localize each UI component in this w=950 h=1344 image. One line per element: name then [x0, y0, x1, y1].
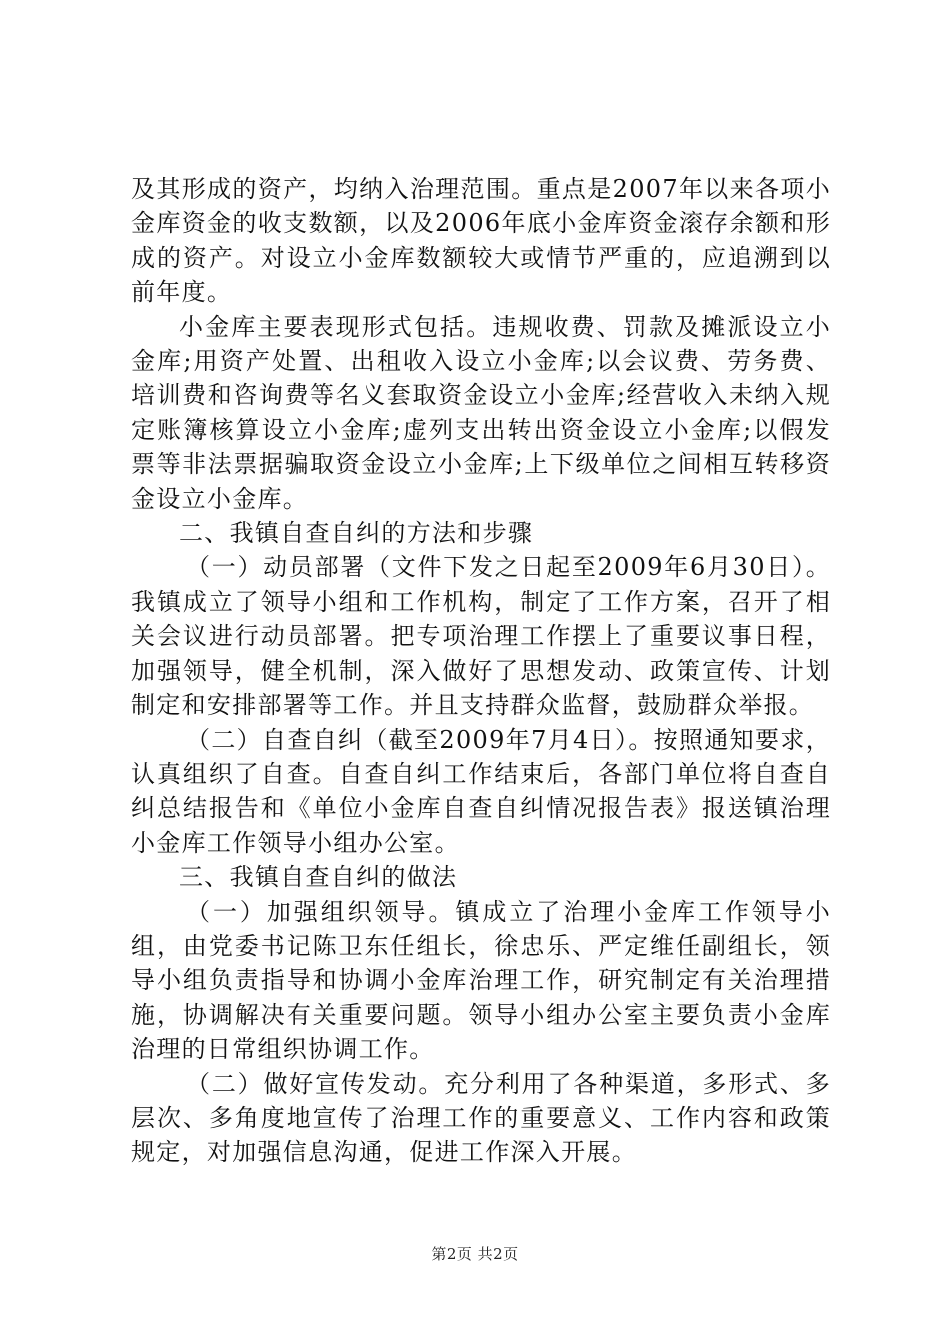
- paragraph-scope-continuation: 及其形成的资产，均纳入治理范围。重点是2007年以来各项小金库资金的收支数额，以及2006年底小金库资金滚存余额和形成的资产。对设立小金库数额较大或情节严重的，应追溯到以前年度。: [131, 175, 831, 307]
- section-heading-methods: 二、我镇自查自纠的方法和步骤: [179, 519, 534, 548]
- paragraph-publicity: （二）做好宣传发动。充分利用了各种渠道，多形式、多层次、多角度地宣传了治理工作的重要意义、工作内容和政策规定，对加强信息沟通，促进工作深入开展。: [131, 1069, 831, 1167]
- page-number-label: 第2页 共2页: [431, 1245, 519, 1263]
- paragraph-self-inspection: （二）自查自纠（截至2009年7月4日）。按照通知要求，认真组织了自查。自查自纠工作结束后，各部门单位将自查自纠总结报告和《单位小金库自查自纠情况报告表》报送镇治理小金库工作领导小组办公室。: [131, 725, 831, 857]
- paragraph-forms: 小金库主要表现形式包括。违规收费、罚款及摊派设立小金库;用资产处置、出租收入设立小金库;以会议费、劳务费、培训费和咨询费等名义套取资金设立小金库;经营收入未纳入规定账簿核算设立小金库;虚列支出转出资金设立小金库;以假发票等非法票据骗取资金设立小金库;上下级单位之间相互转移资金设立小金库。: [131, 312, 831, 513]
- paragraph-leadership: （一）加强组织领导。镇成立了治理小金库工作领导小组，由党委书记陈卫东任组长，徐忠乐、严定维任副组长，领导小组负责指导和协调小金库治理工作，研究制定有关治理措施，协调解决有关重要问题。领导小组办公室主要负责小金库治理的日常组织协调工作。: [131, 897, 831, 1064]
- page-footer: [0, 1243, 950, 1264]
- paragraph-mobilization: （一）动员部署（文件下发之日起至2009年6月30日）。我镇成立了领导小组和工作机构，制定了工作方案，召开了相关会议进行动员部署。把专项治理工作摆上了重要议事日程，加强领导，健全机制，深入做好了思想发动、政策宣传、计划制定和安排部署等工作。并且支持群众监督，鼓励群众举报。: [131, 553, 831, 720]
- section-heading-practices: 三、我镇自查自纠的做法: [179, 863, 458, 892]
- document-body: [131, 172, 831, 1170]
